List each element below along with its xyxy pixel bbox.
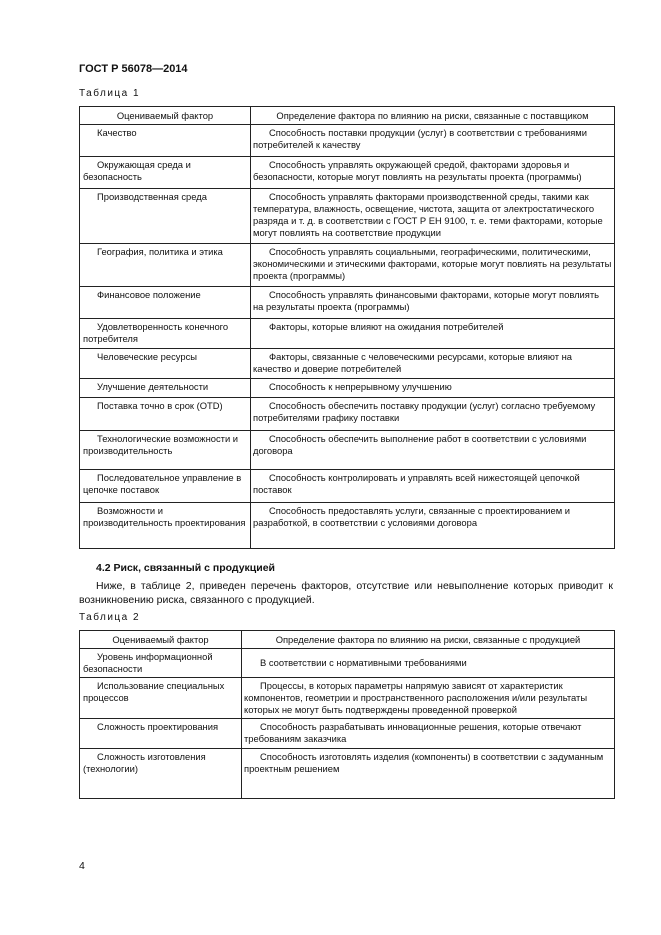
factor-cell: Возможности и производительность проектирования	[83, 505, 246, 528]
factor-cell: Улучшение деятельности	[97, 381, 209, 392]
paragraph	[79, 579, 613, 607]
definition-cell: Способность предоставлять услуги, связанные с проектированием и разработкой, в соответствии с условиями договора	[253, 505, 571, 528]
table-row	[80, 678, 615, 719]
factor-cell: Окружающая среда и безопасность	[83, 159, 191, 182]
table1	[79, 106, 615, 549]
table-row	[80, 431, 615, 470]
factor-cell: Удовлетворенность конечного потребителя	[83, 321, 229, 344]
table-row	[80, 719, 615, 749]
table-row	[80, 157, 615, 189]
definition-cell: Факторы, связанные с человеческими ресурсами, которые влияют на качество и доверие потребителей	[253, 351, 572, 374]
table-row	[80, 244, 615, 287]
factor-cell: Качество	[97, 127, 137, 138]
document-header: ГОСТ Р 56078—2014	[79, 63, 188, 75]
definition-cell: Способность к непрерывному улучшению	[269, 381, 452, 392]
definition-cell: Способность обеспечить выполнение работ в соответствии с условиями договора	[253, 433, 587, 456]
table-row	[80, 287, 615, 319]
table2	[79, 630, 615, 799]
factor-cell: Использование специальных процессов	[83, 680, 225, 703]
table-row	[80, 470, 615, 503]
definition-cell: Способность управлять социальными, географическими, политическими, экономическими и этическими факторами, которые могут повлиять на результаты проекта (программы)	[253, 246, 612, 281]
definition-cell: В соответствии с нормативными требованиями	[260, 657, 467, 668]
definition-cell: Способность поставки продукции (услуг) в соответствии с требованиями потребителей к качеству	[253, 127, 587, 150]
definition-cell: Способность управлять финансовыми факторами, которые могут повлиять на результаты проекта (программы)	[253, 289, 600, 312]
table-row	[80, 503, 615, 549]
paragraph-text: Ниже, в таблице 2, приведен перечень факторов, отсутствие или невыполнение которых приводит к возникновению риска, связанного с продукцией.	[79, 580, 613, 606]
table2-col2-header: Определение фактора по влиянию на риски, связанные с продукцией	[242, 631, 615, 649]
page-number: 4	[79, 860, 85, 872]
table-row	[80, 749, 615, 799]
factor-cell: География, политика и этика	[97, 246, 223, 257]
factor-cell: Сложность проектирования	[97, 721, 219, 732]
table1-col2-header: Определение фактора по влиянию на риски, связанные с поставщиком	[251, 107, 615, 125]
definition-cell: Способность обеспечить поставку продукции (услуг) согласно требуемому потребителями графику поставки	[253, 400, 596, 423]
factor-cell: Производственная среда	[97, 191, 207, 202]
table-row	[80, 319, 615, 349]
definition-cell: Способность контролировать и управлять всей нижестоящей цепочкой поставок	[253, 472, 580, 495]
factor-cell: Технологические возможности и производительность	[83, 433, 239, 456]
table-row	[80, 125, 615, 157]
factor-cell: Уровень информационной безопасности	[83, 651, 213, 674]
table2-caption: Таблица 2	[79, 612, 141, 623]
definition-cell: Способность разрабатывать инновационные решения, которые отвечают требованиям заказчика	[244, 721, 582, 744]
factor-cell: Человеческие ресурсы	[97, 351, 197, 362]
table1-col1-header: Оцениваемый фактор	[80, 107, 251, 125]
factor-cell: Последовательное управление в цепочке поставок	[83, 472, 242, 495]
definition-cell: Факторы, которые влияют на ожидания потребителей	[269, 321, 504, 332]
factor-cell: Сложность изготовления (технологии)	[83, 751, 206, 774]
table1-caption: Таблица 1	[79, 88, 141, 99]
table-row	[80, 379, 615, 398]
table-row	[80, 189, 615, 244]
definition-cell: Способность управлять окружающей средой, факторами здоровья и безопасности, которые могут повлиять на результаты проекта (программы)	[253, 159, 582, 182]
table2-col1-header: Оцениваемый фактор	[80, 631, 242, 649]
definition-cell: Способность изготовлять изделия (компоненты) в соответствии с задуманным проектным решением	[244, 751, 604, 774]
factor-cell: Поставка точно в срок (OTD)	[97, 400, 223, 411]
section-heading: 4.2 Риск, связанный с продукцией	[96, 562, 276, 574]
table-row	[80, 649, 615, 678]
table-row	[80, 349, 615, 379]
definition-cell: Способность управлять факторами производственной среды, такими как температура, влажность, освещение, чистота, защита от электростатического разряда и т. д. в соответствии с ГОСТ Р ЕН 9100, т. е. теми факторами, которые могут повлиять на соответствие продукции	[253, 191, 603, 238]
factor-cell: Финансовое положение	[97, 289, 201, 300]
definition-cell: Процессы, в которых параметры напрямую зависят от характеристик компонентов, геометрии и пространственного расположения и/или результаты которых не могут быть подтверждены проведенной проверкой	[244, 680, 588, 715]
table-row	[80, 398, 615, 431]
